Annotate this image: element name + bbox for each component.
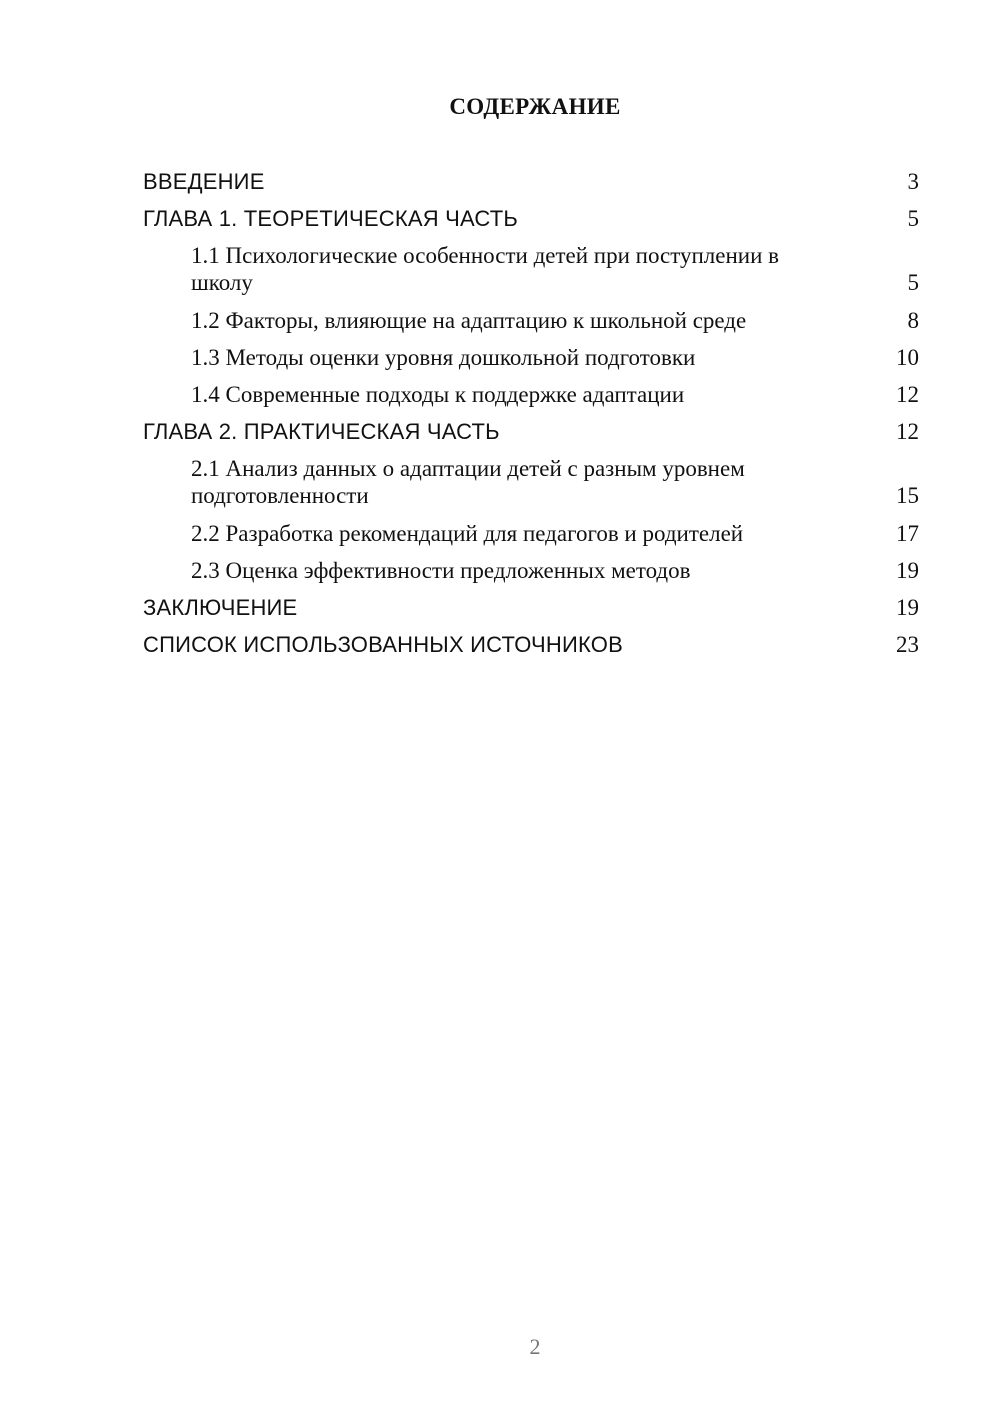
toc-entry-page: 3 [907,169,919,194]
toc-entry-page: 12 [896,381,919,407]
toc-entry-section-1-4 [143,381,919,408]
toc-entry-section-1-2 [143,307,919,334]
toc-entry-title: 1.4 Современные подходы к поддержке адаптации [191,381,685,407]
toc-entry-title: 1.1 Психологические особенности детей при поступлении в школу [191,243,780,296]
toc-entry-title: ГЛАВА 2. ПРАКТИЧЕСКАЯ ЧАСТЬ [143,419,500,445]
toc-entry-page: 8 [907,307,919,333]
toc-entry-title: 1.2 Факторы, влияющие на адаптацию к школьной среде [191,307,747,333]
toc-entry-conclusion [143,594,919,621]
page-number: 2 [529,1334,541,1359]
toc-entry-title: ЗАКЛЮЧЕНИЕ [143,594,298,620]
toc-entry-introduction [143,168,919,195]
toc-entry-section-2-3 [143,557,919,584]
toc-entry-page: 10 [896,344,919,370]
toc-entry-section-1-1 [143,242,919,296]
toc-entry-section-2-2 [143,520,919,547]
toc-entry-title: ВВЕДЕНИЕ [143,169,265,194]
toc-entry-chapter-1 [143,205,919,232]
toc-entry-section-1-3 [143,344,919,371]
toc-entry-title: 1.3 Методы оценки уровня дошкольной подготовки [191,344,696,370]
toc-entry-title: СПИСОК ИСПОЛЬЗОВАННЫХ ИСТОЧНИКОВ [143,632,623,658]
toc-entry-title: 2.3 Оценка эффективности предложенных методов [191,557,691,583]
toc-entry-page: 19 [896,594,919,620]
toc-entry-title: ГЛАВА 1. ТЕОРЕТИЧЕСКАЯ ЧАСТЬ [143,206,519,232]
toc-entry-title: 2.2 Разработка рекомендаций для педагогов и родителей [191,520,744,546]
toc-entry-title: 2.1 Анализ данных о адаптации детей с разным уровнем подготовленности [191,456,745,509]
toc-entry-references [143,631,919,658]
table-of-contents [143,168,919,668]
toc-entry-page: 12 [896,419,919,445]
toc-entry-page: 5 [907,206,919,232]
toc-entry-page: 17 [896,520,919,546]
toc-title: СОДЕРЖАНИЕ [449,94,621,119]
toc-entry-page: 5 [907,270,919,296]
toc-entry-page: 23 [896,632,919,658]
toc-entry-chapter-2 [143,418,919,445]
toc-entry-page: 19 [896,557,919,583]
toc-entry-section-2-1 [143,455,919,509]
toc-entry-page: 15 [896,483,919,509]
